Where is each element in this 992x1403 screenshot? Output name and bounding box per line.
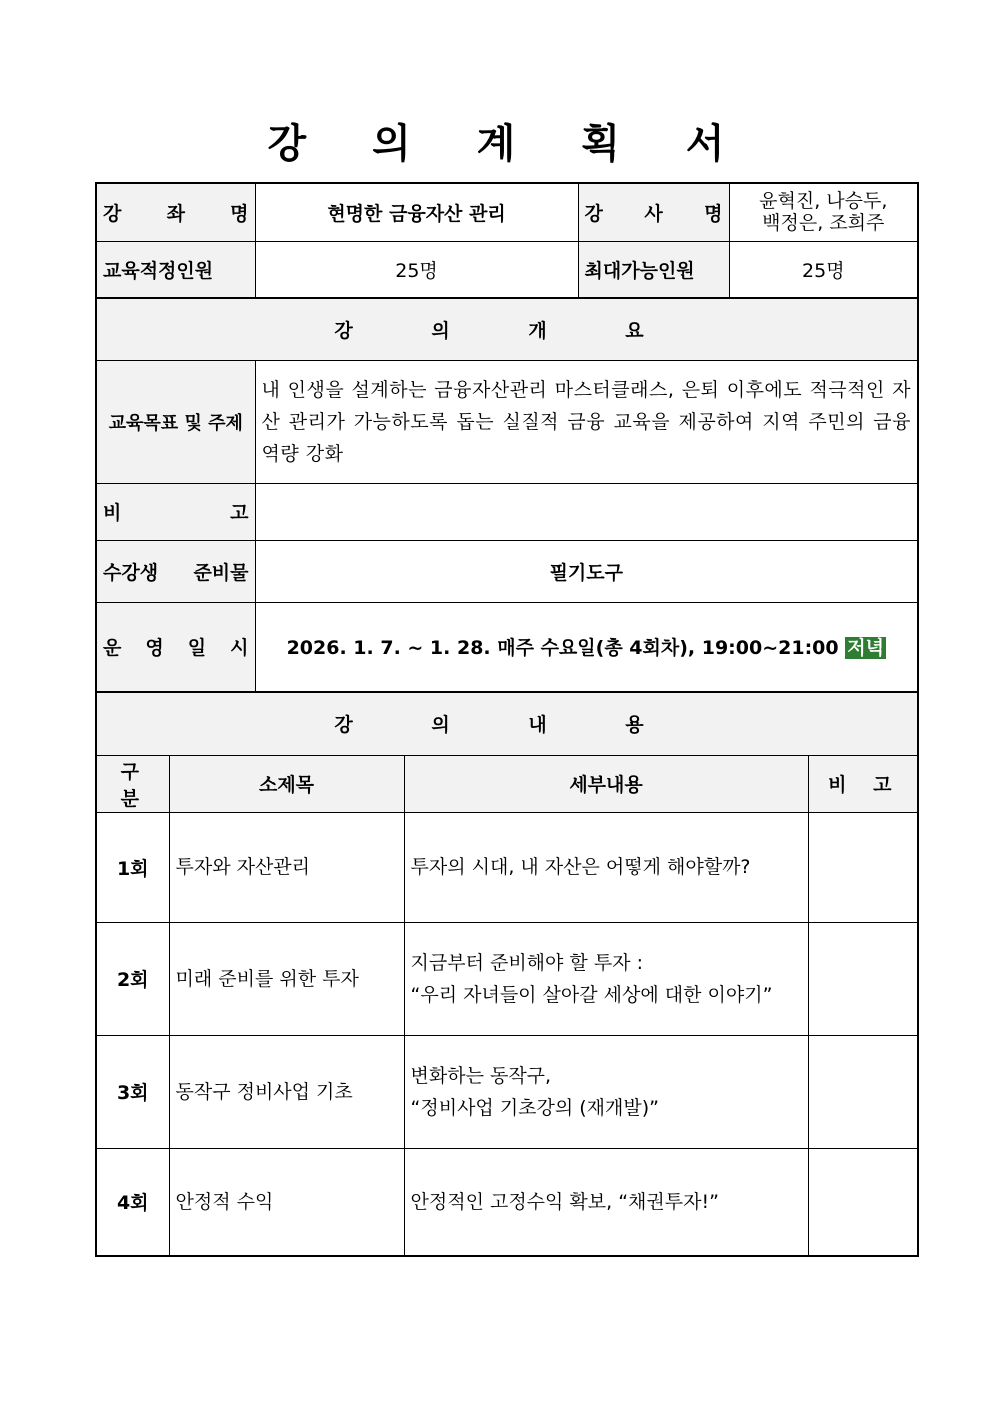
session-subtitle: 투자와 자산관리 <box>169 812 404 922</box>
document-title: 강 의 계 획 서 <box>267 120 751 167</box>
session-detail-line: 투자의 시대, 내 자산은 어떻게 해야할까? <box>410 856 751 878</box>
schedule-label: 운 영 일 시 <box>96 602 255 692</box>
supplies-value: 필기도구 <box>255 540 918 602</box>
column-header-session: 구 분 <box>96 755 169 812</box>
instructor-value <box>729 183 918 241</box>
session-number: 4회 <box>96 1148 169 1256</box>
session-number: 1회 <box>96 812 169 922</box>
session-detail-line: 변화하는 동작구, <box>410 1064 552 1087</box>
session-detail <box>404 1148 808 1256</box>
session-note <box>808 1035 918 1148</box>
session-detail-line: 안정적인 고정수익 확보, “채권투자!” <box>410 1190 719 1213</box>
session-detail <box>404 922 808 1035</box>
content-column-header-row <box>96 755 918 812</box>
goal-label: 교육목표 및 주제 <box>96 360 255 483</box>
instructor-label: 강 사 명 <box>578 183 729 241</box>
session-note <box>808 922 918 1035</box>
session-note <box>808 812 918 922</box>
schedule-row <box>96 602 918 692</box>
column-header-detail: 세부내용 <box>404 755 808 812</box>
overview-header: 강 의 개 요 <box>96 298 918 360</box>
session-row <box>96 1035 918 1148</box>
session-detail <box>404 812 808 922</box>
column-header-note: 비 고 <box>808 755 918 812</box>
instructor-line: 윤혁진, 나승두, <box>759 190 888 213</box>
session-detail-line: 지금부터 준비해야 할 투자 : <box>410 951 643 974</box>
column-header-subtitle: 소제목 <box>169 755 404 812</box>
course-value: 현명한 금융자산 관리 <box>255 183 578 241</box>
lecture-plan-table <box>95 182 919 1257</box>
remarks-label: 비 고 <box>96 483 255 540</box>
session-row <box>96 922 918 1035</box>
session-subtitle: 미래 준비를 위한 투자 <box>169 922 404 1035</box>
remarks-row <box>96 483 918 540</box>
session-number: 3회 <box>96 1035 169 1148</box>
session-subtitle: 안정적 수익 <box>169 1148 404 1256</box>
schedule-value <box>255 602 918 692</box>
max-capacity-value: 25명 <box>729 241 918 298</box>
overview-header-row <box>96 298 918 360</box>
course-label: 강 좌 명 <box>96 183 255 241</box>
capacity-label: 교육적정인원 <box>96 241 255 298</box>
session-row <box>96 1148 918 1256</box>
supplies-row <box>96 540 918 602</box>
content-header-row <box>96 692 918 755</box>
session-number: 2회 <box>96 922 169 1035</box>
session-detail-line: “우리 자녀들이 살아갈 세상에 대한 이야기” <box>410 983 773 1006</box>
session-subtitle: 동작구 정비사업 기초 <box>169 1035 404 1148</box>
content-header: 강 의 내 용 <box>96 692 918 755</box>
instructor-line: 백정은, 조희주 <box>762 212 885 235</box>
session-detail <box>404 1035 808 1148</box>
goal-row <box>96 360 918 483</box>
capacity-value: 25명 <box>255 241 578 298</box>
course-row <box>96 183 918 241</box>
session-row <box>96 812 918 922</box>
session-detail-line: “정비사업 기초강의 (재개발)” <box>410 1096 660 1119</box>
capacity-row <box>96 241 918 298</box>
session-note <box>808 1148 918 1256</box>
remarks-value <box>255 483 918 540</box>
schedule-text: 2026. 1. 7. ~ 1. 28. 매주 수요일(총 4회차), 19:00~21:00 <box>286 637 846 660</box>
schedule-highlight: 저녁 <box>847 637 884 660</box>
supplies-label: 수강생 준비물 <box>96 540 255 602</box>
max-capacity-label: 최대가능인원 <box>578 241 729 298</box>
goal-text: 내 인생을 설계하는 금융자산관리 마스터클래스, 은퇴 이후에도 적극적인 자산 관리가 가능하도록 돕는 실질적 금융 교육을 제공하여 지역 주민의 금융 역량 강화 <box>255 360 918 483</box>
